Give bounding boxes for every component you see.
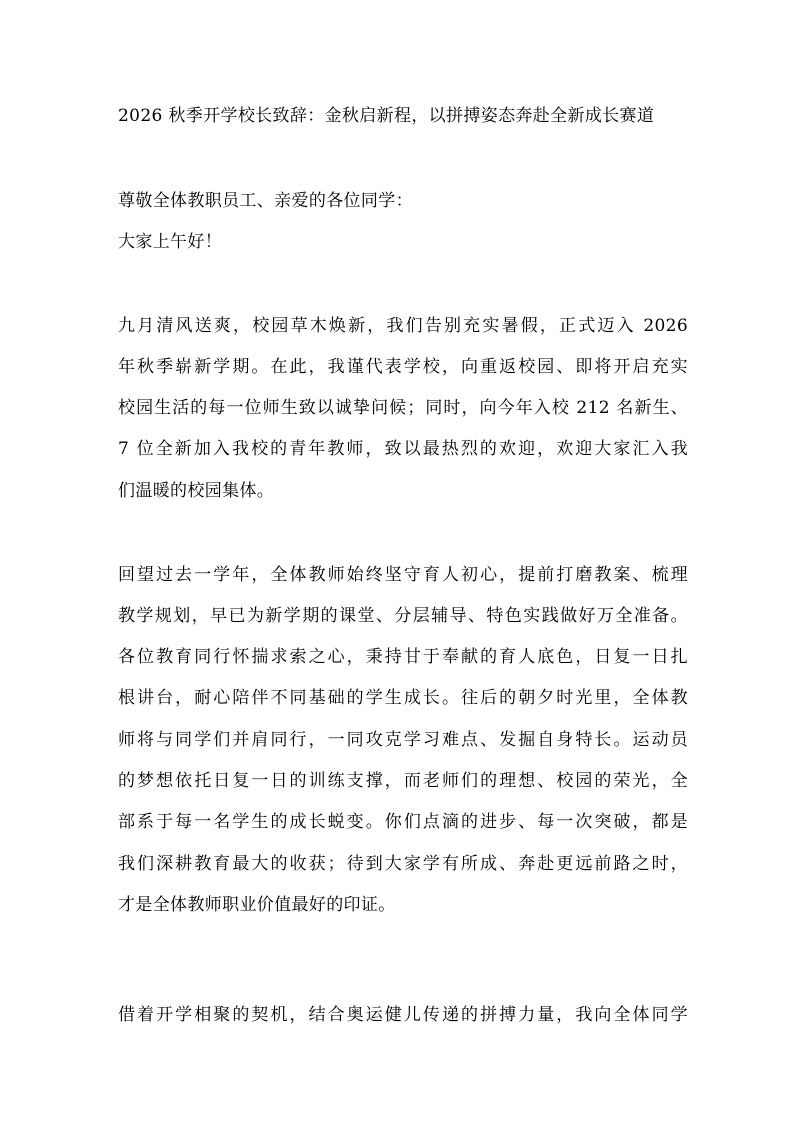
paragraph-line: 借着开学相聚的契机，结合奥运健儿传递的拼搏力量，我向全体同学 <box>118 1005 688 1025</box>
paragraph-line: 的梦想依托日复一日的训练支撑，而老师们的理想、校园的荣光，全 <box>118 771 688 791</box>
paragraph-line: 根讲台，耐心陪伴不同基础的学生成长。往后的朝夕时光里，全体教 <box>118 688 688 708</box>
document-title: 2026 秋季开学校长致辞：金秋启新程，以拼搏姿态奔赴全新成长赛道 <box>118 106 655 126</box>
paragraph-line: 才是全体教师职业价值最好的印证。 <box>118 895 396 915</box>
greeting: 大家上午好！ <box>118 232 223 252</box>
paragraph-line: 回望过去一学年，全体教师始终坚守育人初心，提前打磨教案、梳理 <box>118 565 688 585</box>
paragraph-line: 我们深耕教育最大的收获；待到大家学有所成、奔赴更远前路之时， <box>118 854 688 874</box>
paragraph-line: 教学规划，早已为新学期的课堂、分层辅导、特色实践做好万全准备。 <box>118 606 688 626</box>
paragraph-line: 各位教育同行怀揣求索之心，秉持甘于奉献的育人底色，日复一日扎 <box>118 647 688 667</box>
paragraph-line: 九月清风送爽，校园草木焕新，我们告别充实暑假，正式迈入 2026 <box>118 316 688 336</box>
paragraph-line: 校园生活的每一位师生致以诚挚问候；同时，向今年入校 212 名新生、 <box>118 398 688 418</box>
salutation: 尊敬全体教职员工、亲爱的各位同学： <box>118 191 413 211</box>
paragraph-line: 们温暖的校园集体。 <box>118 481 275 501</box>
paragraph-line: 年秋季崭新学期。在此，我谨代表学校，向重返校园、即将开启充实 <box>118 357 688 377</box>
paragraph-line: 师将与同学们并肩同行，一同攻克学习难点、发掘自身特长。运动员 <box>118 730 688 750</box>
paragraph-line: 7 位全新加入我校的青年教师，致以最热烈的欢迎，欢迎大家汇入我 <box>118 439 688 459</box>
paragraph-line: 部系于每一名学生的成长蜕变。你们点滴的进步、每一次突破，都是 <box>118 812 688 832</box>
